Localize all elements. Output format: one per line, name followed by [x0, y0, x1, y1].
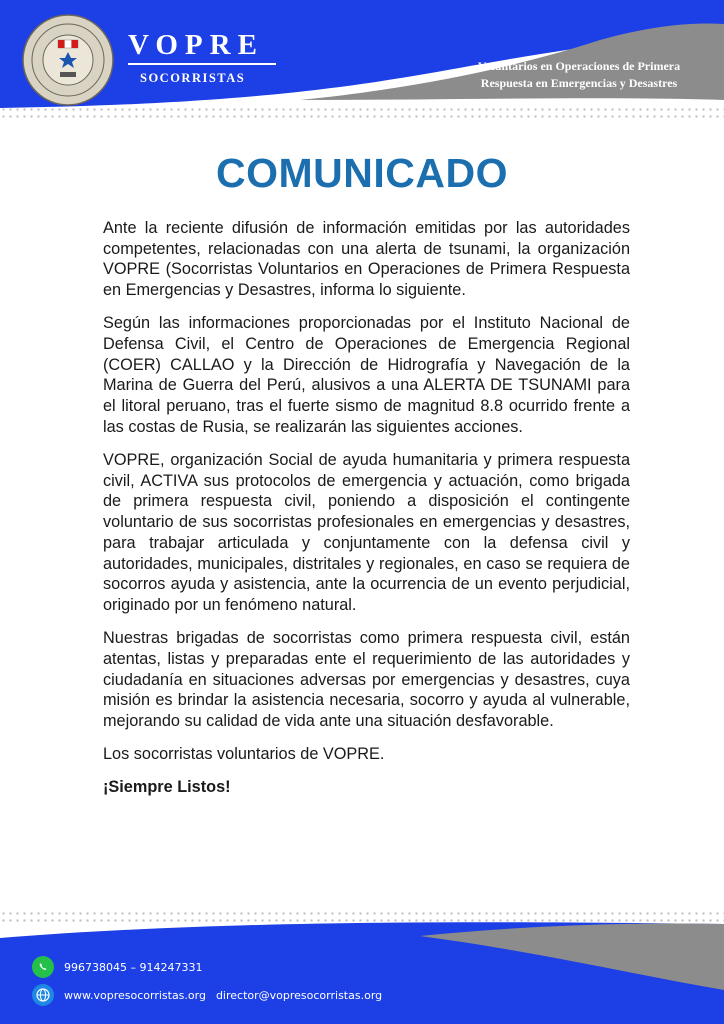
phone-numbers[interactable]: 996738045 – 914247331: [64, 960, 203, 974]
website-link[interactable]: www.vopresocorristas.org: [64, 988, 206, 1002]
paragraph-4: Nuestras brigadas de socorristas como primera respuesta civil, están atentas, listas y preparadas ente el requerimiento de las autoridades y ciudadanía en situaciones adversas por emergencias y desastres, cuya misión es brindar la asistencia necesaria, socorro y ayuda al vulnerable, mejorando su calidad de vida ante una situación desfavorable.: [103, 629, 630, 730]
globe-icon: [32, 984, 54, 1006]
brand-block: [128, 30, 278, 86]
paragraph-1: Ante la reciente difusión de información emitidas por las autoridades competentes, relacionadas con una alerta de tsunami, la organización VOPRE (Socorristas Voluntarios en Operaciones de Primera Respuesta en Emergencias y Desastres, informa lo siguiente.: [103, 219, 630, 300]
letterhead-footer: [0, 916, 724, 1024]
vopre-logo: [22, 14, 114, 106]
tagline-line-1: Voluntarios en Operaciones de Primera: [477, 59, 681, 73]
web-contact: [32, 984, 382, 1006]
motto: ¡Siempre Listos!: [103, 778, 231, 797]
brand-name: VOPRE: [128, 29, 264, 61]
phone-contact: [32, 956, 202, 978]
paragraph-2: Según las informaciones proporcionadas por el Instituto Nacional de Defensa Civil, el Centro de Operaciones de Emergencia Regional (COER) CALLAO y la Dirección de Hidrografía y Navegación de la Marina de Guerra del Perú, alusivos a una ALERTA DE TSUNAMI para el litoral peruano, tras el fuerte sismo de magnitud 8.8 ocurrido frente a las costas de Rusia, se realizarán las siguientes acciones.: [103, 314, 630, 436]
document-body: [103, 218, 630, 811]
dotted-separator-top: [0, 106, 724, 120]
brand-subtitle: SOCORRISTAS: [140, 71, 246, 85]
email-link[interactable]: director@vopresocorristas.org: [215, 988, 383, 1002]
organization-tagline: [454, 58, 704, 92]
brand-divider: [128, 63, 276, 65]
closing-line: Los socorristas voluntarios de VOPRE.: [103, 745, 385, 764]
tagline-line-2: Respuesta en Emergencias y Desastres: [480, 76, 678, 90]
whatsapp-icon: [32, 956, 54, 978]
letterhead-header: [0, 0, 724, 112]
document-title: COMUNICADO: [216, 150, 508, 196]
paragraph-3: VOPRE, organización Social de ayuda humanitaria y primera respuesta civil, ACTIVA sus protocolos de emergencia y actuación, como brigada de primera respuesta civil, poniendo a disposición el contingente voluntario de sus socorristas profesionales en emergencias y desastres, para trabajar articulada y conjuntamente con la defensa civil y autoridades, municipales, distritales y regionales, en caso se requiera de socorros ayuda y asistencia, ante la ocurrencia de un evento perjudicial, originado por un fenómeno natural.: [103, 451, 630, 614]
